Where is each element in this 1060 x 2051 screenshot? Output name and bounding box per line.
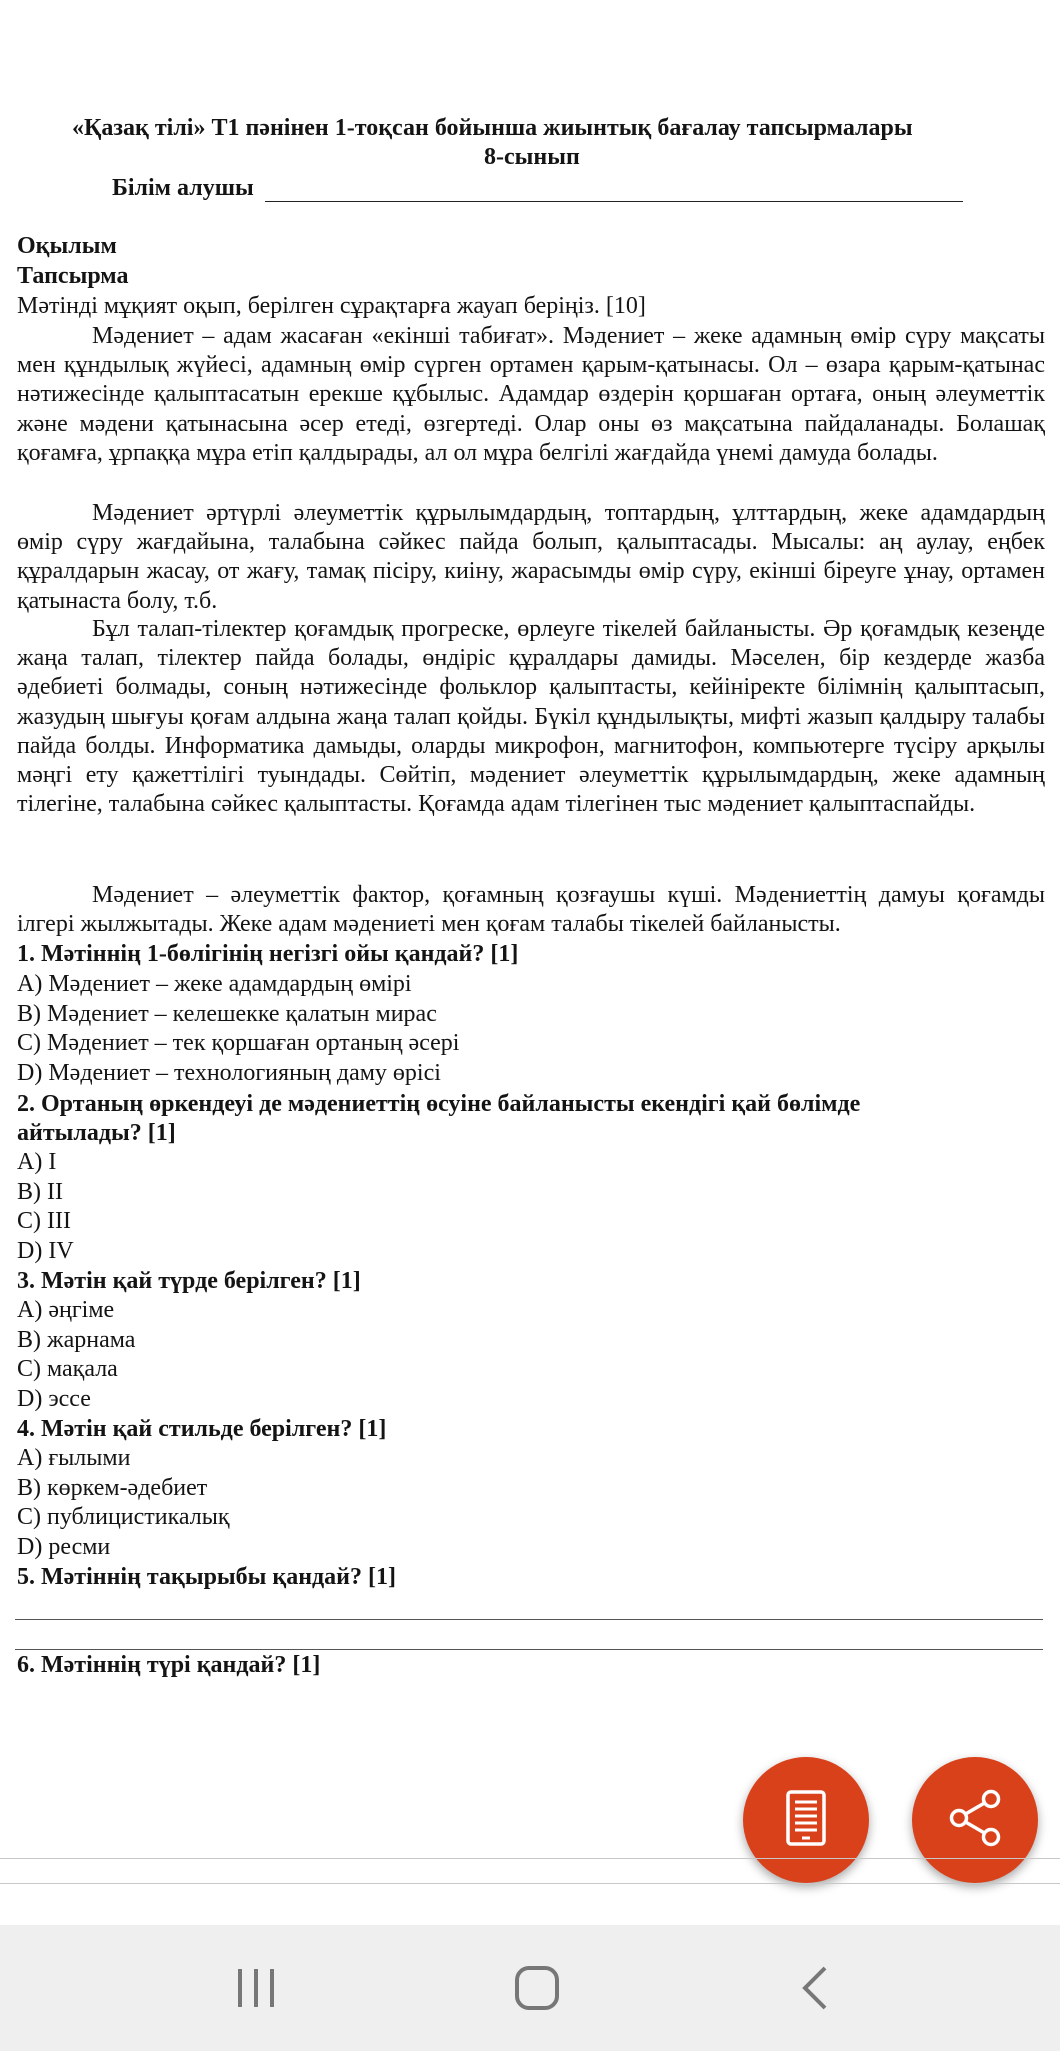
question-2: 2. Ортаның өркендеуі де мәдениеттің өсуіне байланысты екендігі қай бөлімде [17,1091,861,1117]
q1-option-d: D) Мәдениет – технологияның даму өрісі [17,1060,441,1086]
student-name-line [265,176,963,202]
document-title: «Қазақ тілі» Т1 пәнінен 1-тоқсан бойынша жиынтық бағалау тапсырмалары [72,115,913,141]
q4-option-b: B) көркем-әдебиет [17,1475,208,1501]
q3-option-d: D) эссе [17,1386,91,1412]
q2-option-b: B) II [17,1179,63,1205]
q3-option-a: A) әңгіме [17,1297,115,1323]
home-button[interactable] [514,1965,560,2011]
student-label: Білім алушы [112,175,254,201]
question-2-cont: айтылады? [1] [17,1120,176,1146]
share-button[interactable] [912,1757,1038,1883]
paragraph-2: Мәдениет әртүрлі әлеуметтік құрылымдардың, топтардың, ұлттардың, жеке адамдардың өмір сүру жағдайына, талабына сәйкес пайда болып, қалыптасады. Мысалы: аң аулау, еңбек құралдарын жасау, от жағу, тамақ пісіру, киіну, жарасымды өмір сүру, екінші біреуге ұнау, ортамен қатынаста болу, т.б. [17,500,1045,614]
q2-option-d: D) IV [17,1238,74,1264]
instruction-text: Мәтінді мұқият оқып, берілген сұрақтарға жауап беріңіз. [10] [17,293,646,319]
paragraph-1: Мәдениет – адам жасаған «екінші табиғат». Мәдениет – жеке адамның өмір сүру мақсаты мен құндылық жүйесі, адамның өмір сүрген ортамен қарым-қатынасы. Ол – өзара қарым-қатынас нәтижесінде қалыптасатын ерекше құбылыс. Адамдар өздерін қоршаған ортаға, оның әлеуметтік және мәдени қатынасына әсер етеді, өзгертеді. Олар оны өз мақсатына пайдаланады. Болашақ қоғамға, ұрпаққа мұра етіп қалдырады, ал ол мұра белгілі жағдайда үнемі дамуда болады. [17,323,1045,466]
answer-line [15,1619,1043,1620]
grade-label: 8-сынып [484,144,580,170]
recents-button[interactable] [236,1967,276,2009]
home-icon [514,1998,560,2015]
question-1: 1. Мәтіннің 1-бөлігінің негізгі ойы қандай? [1] [17,941,519,967]
q4-option-a: A) ғылыми [17,1445,131,1471]
question-6: 6. Мәтіннің түрі қандай? [1] [17,1652,321,1678]
q4-option-c: C) публицистикалық [17,1504,230,1530]
recents-icon [236,1996,276,2013]
answer-line [15,1649,1043,1650]
document-view-button[interactable] [743,1757,869,1883]
question-5: 5. Мәтіннің тақырыбы қандай? [1] [17,1564,396,1590]
separator-line [0,1883,1060,1884]
separator-line [0,1858,1060,1859]
task-heading: Тапсырма [17,263,129,289]
share-icon [947,1789,1003,1852]
system-navigation-bar [0,1925,1060,2051]
q1-option-a: A) Мәдениет – жеке адамдардың өмірі [17,971,412,997]
q3-option-c: C) мақала [17,1356,118,1382]
q1-option-b: B) Мәдениет – келешекке қалатын мирас [17,1001,437,1027]
paragraph-4: Мәдениет – әлеуметтік фактор, қоғамның қозғаушы күші. Мәдениеттің дамуы қоғамды ілгері жылжытады. Жеке адам мәдениеті мен қоғам талабы тікелей байланысты. [17,882,1045,938]
q2-option-a: A) I [17,1149,57,1175]
section-heading: Оқылым [17,233,117,259]
question-3: 3. Мәтін қай түрде берілген? [1] [17,1268,361,1294]
back-button[interactable] [800,1965,830,2011]
paragraph-3: Бұл талап-тілектер қоғамдық прогреске, өрлеуге тікелей байланысты. Әр қоғамдық кезеңде жаңа талап, тілектер пайда болады, өндіріс құралдары дамиды. Мәселен, бір кездерде жазба әдебиеті болмады, соның нәтижесінде фольклор қалыптасты, кейініректе білімнің қалыптасып, жазудың шығуы қоғам алдына жаңа талап қойды. Бүкіл құндылықты, мифті жазып қалдыру талабы пайда болды. Информатика дамыды, оларды микрофон, магнитофон, компьютерге түсіру арқылы мәңгі ету қажеттілігі туындады. Сөйтіп, мәдениет әлеуметтік құрылымдардың, жеке адамның тілегіне, талабына сәйкес қалыптасты. Қоғамда адам тілегінен тыс мәдениет қалыптаспайды. [17,616,1045,818]
question-4: 4. Мәтін қай стильде берілген? [1] [17,1416,387,1442]
q3-option-b: B) жарнама [17,1327,136,1353]
q2-option-c: C) III [17,1208,71,1234]
back-icon [800,1998,830,2015]
q1-option-c: C) Мәдениет – тек қоршаған ортаның әсері [17,1030,460,1056]
document-icon [784,1789,828,1852]
q4-option-d: D) ресми [17,1534,111,1560]
